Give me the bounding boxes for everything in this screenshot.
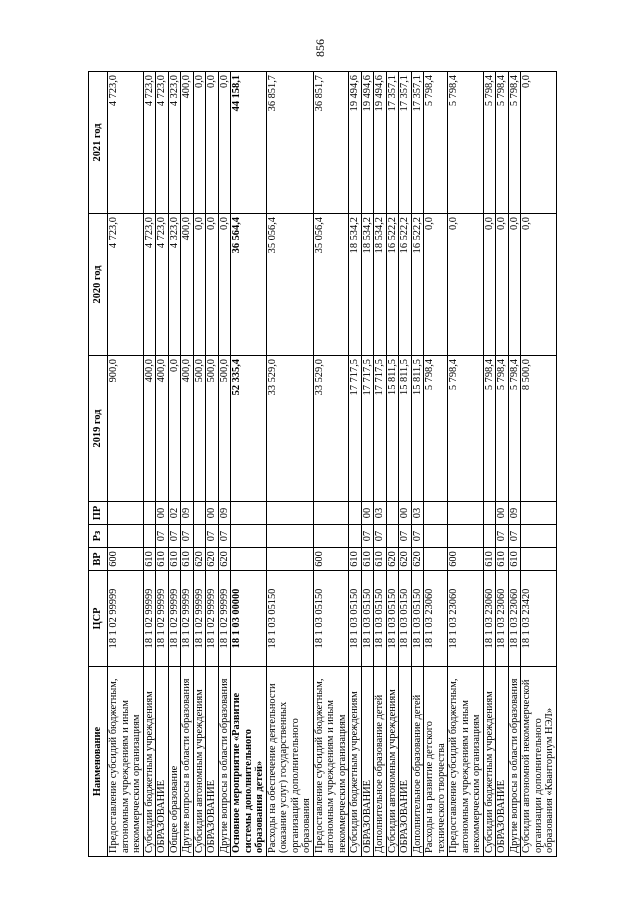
cell-csr: 18 1 03 23060 [448,571,484,667]
header-2019: 2019 год [89,356,108,502]
cell-rz [483,525,496,548]
cell-2021: 5 798,4 [448,72,484,214]
cell-vr [424,548,448,571]
cell-2021: 5 798,4 [483,72,496,214]
table-row [496,72,509,857]
budget-table [88,71,557,857]
cell-csr: 18 1 02 99999 [108,571,144,667]
cell-name: Общее образование [168,667,181,857]
cell-2021: 5 798,4 [508,72,521,214]
cell-vr [231,548,267,571]
cell-2021: 0,0 [218,72,231,214]
cell-csr: 18 1 02 99999 [218,571,231,667]
cell-name: Субсидии бюджетным учреждениям [483,667,496,857]
cell-pr [483,502,496,525]
cell-csr: 18 1 02 99999 [193,571,206,667]
cell-2019: 900,0 [108,356,144,502]
cell-2021: 19 494,6 [374,72,387,214]
rotated-page-content [88,72,555,857]
cell-pr: 00 [361,502,374,525]
cell-csr: 18 1 03 05150 [374,571,387,667]
cell-2020: 0,0 [206,214,219,356]
cell-vr: 600 [448,548,484,571]
cell-name: Субсидии автономным учреждениям [386,667,399,857]
cell-2019: 0,0 [168,356,181,502]
cell-name: ОБРАЗОВАНИЕ [206,667,219,857]
cell-2019: 5 798,4 [424,356,448,502]
cell-name: ОБРАЗОВАНИЕ [156,667,169,857]
cell-name: Другие вопросы в области образования [508,667,521,857]
cell-2019: 15 811,5 [386,356,399,502]
table-row [448,72,484,857]
cell-2021: 4 323,0 [168,72,181,214]
cell-2021: 4 723,0 [156,72,169,214]
cell-2019: 400,0 [143,356,156,502]
cell-name: Расходы на развитие детского технического творчества [424,667,448,857]
cell-2020: 36 564,4 [231,214,267,356]
header-csr: ЦСР [89,571,108,667]
cell-csr: 18 1 02 99999 [156,571,169,667]
cell-vr: 610 [361,548,374,571]
cell-2019: 17 717,5 [374,356,387,502]
cell-rz: 07 [168,525,181,548]
cell-pr: 00 [399,502,412,525]
cell-2019: 5 798,4 [508,356,521,502]
cell-pr [143,502,156,525]
cell-csr: 18 1 03 05150 [399,571,412,667]
cell-name: Субсидии автономной некоммерческой организации дополнительного образования «Кванториум НЭЛ» [521,667,557,857]
cell-name: Предоставление субсидий бюджетным, автономным учреждениям и иным некоммерческим организациям [108,667,144,857]
cell-2021: 0,0 [521,72,557,214]
cell-csr: 18 1 03 05150 [349,571,362,667]
cell-2019: 400,0 [156,356,169,502]
table-row [156,72,169,857]
cell-2019: 400,0 [181,356,194,502]
cell-2020: 0,0 [496,214,509,356]
cell-rz: 07 [156,525,169,548]
cell-vr: 610 [168,548,181,571]
cell-csr: 18 1 03 23060 [508,571,521,667]
cell-name: ОБРАЗОВАНИЕ [399,667,412,857]
cell-rz [313,525,349,548]
cell-2021: 0,0 [193,72,206,214]
cell-name: Основное мероприятие «Развитие системы дополнительного образования детей» [231,667,267,857]
page-number: 856 [313,39,327,57]
cell-2020: 0,0 [508,214,521,356]
cell-2020: 4 723,0 [143,214,156,356]
table-row [386,72,399,857]
cell-pr: 09 [218,502,231,525]
cell-pr [349,502,362,525]
cell-pr [108,502,144,525]
table-row [108,72,144,857]
cell-2021: 4 723,0 [143,72,156,214]
cell-pr [313,502,349,525]
cell-csr: 18 1 03 05150 [386,571,399,667]
table-row [361,72,374,857]
cell-rz [266,525,313,548]
cell-csr: 18 1 02 99999 [143,571,156,667]
table-row [521,72,557,857]
cell-rz: 07 [361,525,374,548]
cell-2020: 0,0 [218,214,231,356]
table-row [168,72,181,857]
cell-2019: 15 811,5 [399,356,412,502]
cell-csr: 18 1 03 05150 [411,571,424,667]
cell-name: Субсидии бюджетным учреждениям [349,667,362,857]
header-2021: 2021 год [89,72,108,214]
cell-2020: 16 522,2 [399,214,412,356]
cell-vr: 620 [218,548,231,571]
cell-vr: 610 [181,548,194,571]
cell-2021: 36 851,7 [313,72,349,214]
cell-rz [448,525,484,548]
cell-2020: 18 534,2 [374,214,387,356]
cell-csr: 18 1 03 05150 [361,571,374,667]
table-row [193,72,206,857]
cell-name: Субсидии бюджетным учреждениям [143,667,156,857]
cell-2019: 52 335,4 [231,356,267,502]
cell-2019: 8 500,0 [521,356,557,502]
cell-rz: 07 [399,525,412,548]
cell-2019: 33 529,0 [266,356,313,502]
cell-rz [349,525,362,548]
cell-name: Расходы на обеспечение деятельности (оказание услуг) государственных организаций дополнительного образования [266,667,313,857]
cell-2021: 0,0 [206,72,219,214]
cell-pr [231,502,267,525]
cell-rz: 07 [411,525,424,548]
cell-csr: 18 1 02 99999 [181,571,194,667]
header-vr: ВР [89,548,108,571]
cell-name: ОБРАЗОВАНИЕ [361,667,374,857]
cell-pr: 00 [156,502,169,525]
cell-2021: 17 357,1 [399,72,412,214]
cell-name: Другие вопросы в области образования [181,667,194,857]
cell-2020: 0,0 [521,214,557,356]
cell-vr: 620 [399,548,412,571]
cell-vr: 610 [496,548,509,571]
cell-csr: 18 1 03 05150 [266,571,313,667]
cell-pr: 09 [508,502,521,525]
cell-2020: 18 534,2 [361,214,374,356]
table-row [266,72,313,857]
table-row [411,72,424,857]
header-2020: 2020 год [89,214,108,356]
cell-vr: 610 [156,548,169,571]
cell-csr: 18 1 03 23060 [483,571,496,667]
cell-2019: 500,0 [218,356,231,502]
cell-pr: 00 [496,502,509,525]
cell-vr: 610 [143,548,156,571]
cell-2021: 44 158,1 [231,72,267,214]
table-row [483,72,496,857]
cell-vr: 610 [483,548,496,571]
cell-csr: 18 1 03 05150 [313,571,349,667]
cell-rz: 07 [181,525,194,548]
cell-2020: 16 522,2 [386,214,399,356]
table-header-row [89,72,108,857]
cell-pr: 02 [168,502,181,525]
header-rz: Рз [89,525,108,548]
cell-csr: 18 1 03 23060 [424,571,448,667]
cell-rz [424,525,448,548]
cell-pr [266,502,313,525]
cell-pr [193,502,206,525]
table-row [374,72,387,857]
cell-rz [231,525,267,548]
cell-rz: 07 [496,525,509,548]
cell-2021: 19 494,6 [361,72,374,214]
cell-2019: 5 798,4 [483,356,496,502]
cell-2019: 500,0 [206,356,219,502]
cell-vr: 600 [108,548,144,571]
table-row [181,72,194,857]
cell-2020: 18 534,2 [349,214,362,356]
table-row [424,72,448,857]
cell-2020: 16 522,2 [411,214,424,356]
cell-2020: 0,0 [193,214,206,356]
cell-csr: 18 1 03 23420 [521,571,557,667]
cell-vr: 620 [206,548,219,571]
cell-rz [108,525,144,548]
cell-2021: 4 723,0 [108,72,144,214]
cell-vr: 610 [349,548,362,571]
cell-rz: 07 [206,525,219,548]
cell-2021: 17 357,1 [411,72,424,214]
cell-2021: 19 494,6 [349,72,362,214]
cell-csr: 18 1 03 23060 [496,571,509,667]
cell-name: Другие вопросы в области образования [218,667,231,857]
cell-2020: 35 056,4 [313,214,349,356]
cell-pr [386,502,399,525]
cell-rz [143,525,156,548]
cell-name: Субсидии автономным учреждениям [193,667,206,857]
cell-2020: 4 323,0 [168,214,181,356]
cell-pr [448,502,484,525]
cell-pr [424,502,448,525]
cell-2020: 0,0 [448,214,484,356]
cell-name: Дополнительное образование детей [411,667,424,857]
cell-pr [521,502,557,525]
cell-2019: 15 811,5 [411,356,424,502]
cell-2021: 36 851,7 [266,72,313,214]
cell-name: Дополнительное образование детей [374,667,387,857]
cell-2020: 4 723,0 [156,214,169,356]
header-pr: ПР [89,502,108,525]
table-row [143,72,156,857]
cell-2020: 4 723,0 [108,214,144,356]
cell-name: ОБРАЗОВАНИЕ [496,667,509,857]
cell-pr: 09 [181,502,194,525]
cell-vr: 610 [508,548,521,571]
table-row [313,72,349,857]
cell-2019: 5 798,4 [448,356,484,502]
cell-2020: 400,0 [181,214,194,356]
cell-2019: 33 529,0 [313,356,349,502]
cell-pr: 03 [374,502,387,525]
cell-name: Предоставление субсидий бюджетным, автономным учреждениям и иным некоммерческим организациям [448,667,484,857]
cell-2021: 400,0 [181,72,194,214]
cell-2020: 0,0 [483,214,496,356]
cell-pr: 03 [411,502,424,525]
cell-rz: 07 [374,525,387,548]
cell-vr: 620 [386,548,399,571]
cell-csr: 18 1 02 99999 [168,571,181,667]
header-name: Наименование [89,667,108,857]
table-row [508,72,521,857]
cell-rz [386,525,399,548]
table-row [399,72,412,857]
table-row [231,72,267,857]
cell-vr [521,548,557,571]
cell-vr: 620 [193,548,206,571]
cell-csr: 18 1 03 00000 [231,571,267,667]
cell-rz [193,525,206,548]
cell-rz: 07 [508,525,521,548]
table-row [218,72,231,857]
cell-vr: 600 [313,548,349,571]
cell-2020: 0,0 [424,214,448,356]
cell-2021: 17 357,1 [386,72,399,214]
cell-2021: 5 798,4 [424,72,448,214]
cell-pr: 00 [206,502,219,525]
cell-2019: 17 717,5 [349,356,362,502]
cell-name: Предоставление субсидий бюджетным, автономным учреждениям и иным некоммерческим организациям [313,667,349,857]
cell-2019: 500,0 [193,356,206,502]
cell-2019: 17 717,5 [361,356,374,502]
cell-rz: 07 [218,525,231,548]
cell-2021: 5 798,4 [496,72,509,214]
cell-2020: 35 056,4 [266,214,313,356]
cell-csr: 18 1 02 99999 [206,571,219,667]
cell-rz [521,525,557,548]
cell-vr: 620 [411,548,424,571]
cell-2019: 5 798,4 [496,356,509,502]
cell-vr: 610 [374,548,387,571]
cell-vr [266,548,313,571]
table-row [206,72,219,857]
table-row [349,72,362,857]
